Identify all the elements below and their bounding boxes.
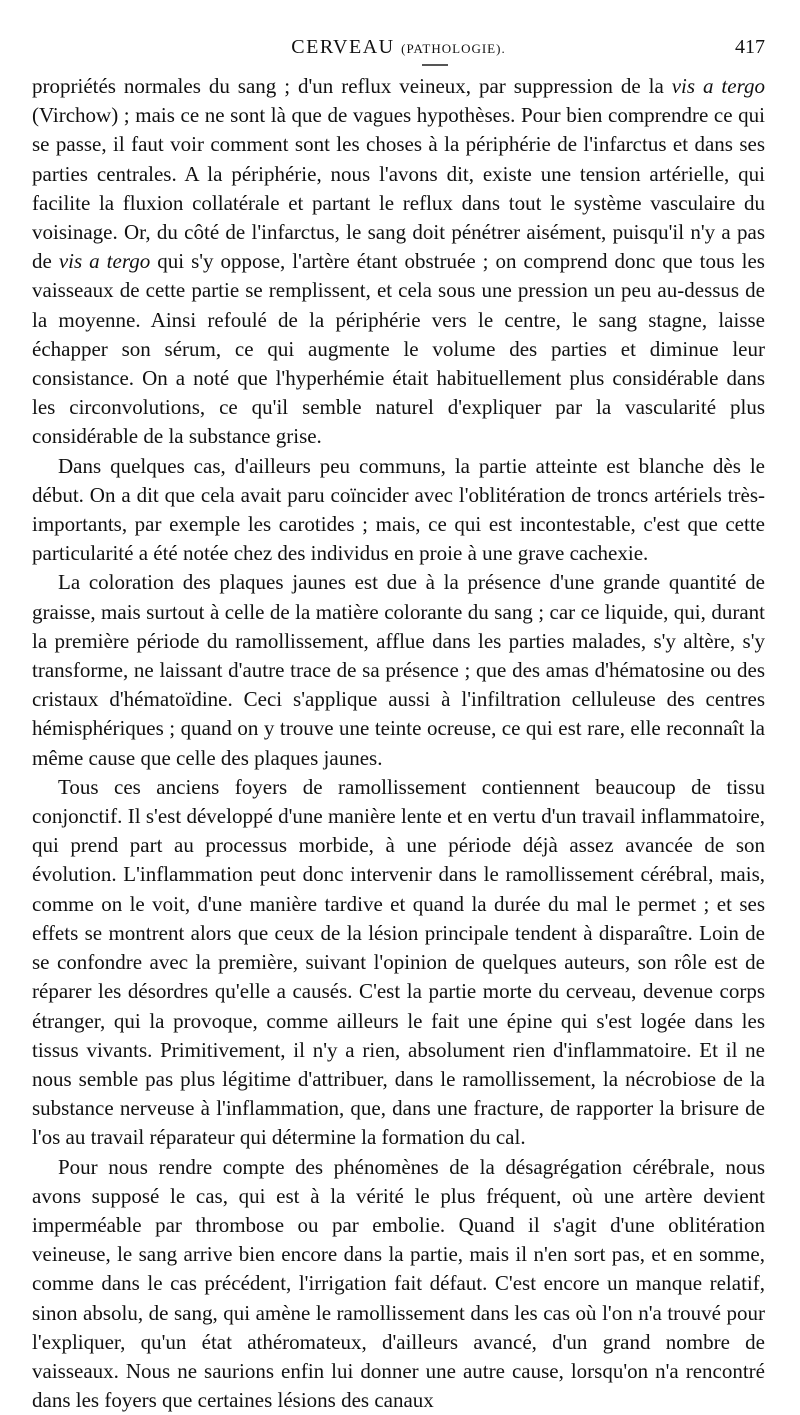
latin-term: vis a tergo bbox=[58, 249, 151, 274]
body-text bbox=[32, 72, 765, 1415]
header-ornament bbox=[422, 64, 448, 66]
latin-term: vis a tergo bbox=[671, 74, 765, 98]
paragraph-4: Tous ces anciens foyers de ramollissement contiennent beaucoup de tissu conjonctif. Il s'est développé d'une manière lente et en vertu d'un travail inflammatoire, qui prend part au processus morbide, à une période déjà assez avancée de son évolution. L'inflammation peut donc intervenir dans le ramollissement cérébral, mais, comme on le voit, d'une manière tardive et quand la durée du mal le permet ; et ses effets se montrent alors que ceux de la lésion principale tendent à disparaître. Loin de se confondre avec la première, suivant l'opinion de quelques auteurs, son rôle est de réparer les désordres qu'elle a causés. C'est la partie morte du cerveau, devenue corps étranger, qui la provoque, comme ailleurs le fait une épine qui s'est logée dans les tissus vivants. Primitivement, il n'y a rien, absolument rien d'inflammatoire. Et il ne nous semble pas plus légitime d'attribuer, dans le ramollissement, la nécrobiose de la substance nerveuse à l'inflammation, que, dans une fracture, de rapporter la brisure de l'os au travail réparateur qui détermine la formation du cal. bbox=[32, 774, 765, 1150]
paragraph-5: Pour nous rendre compte des phénomènes de la désagrégation cérébrale, nous avons supposé le cas, qui est à la vérité le plus fréquent, où une artère devient imperméable par thrombose ou par embolie. Quand il s'agit d'une oblitération veineuse, le sang arrive bien encore dans la partie, mais il n'en sort pas, et en somme, comme dans le cas précédent, l'irrigation fait défaut. C'est encore un manque relatif, sinon absolu, de sang, qui amène le ramollissement dans les cas où l'on n'a trouvé pour l'expliquer, qu'un état athéromateux, d'ailleurs avancé, d'un grand nombre de vaisseaux. Nous ne saurions enfin lui donner une autre cause, lorsqu'on n'a rencontré dans les foyers que certaines lésions des canaux bbox=[32, 1154, 765, 1413]
running-title bbox=[32, 36, 765, 59]
paragraph-2: Dans quelques cas, d'ailleurs peu communs, la partie atteinte est blanche dès le début. On a dit que cela avait paru coïncider avec l'oblitération de troncs artériels très-importants, par exemple les carotides ; mais, ce qui est incontestable, c'est que cette particularité a été notée chez des individus en proie à une grave cachexie. bbox=[32, 453, 765, 566]
paragraph-1 bbox=[32, 72, 765, 452]
running-title-sub: (PATHOLOGIE). bbox=[401, 41, 506, 56]
paragraph-1-part-c: qui s'y oppose, l'artère étant obstruée ; on comprend donc que tous les vaisseaux de cette partie se remplissent, et cela sous une pression un peu au-dessus de la moyenne. Ainsi refoulé de la périphérie vers le centre, le sang stagne, laisse échapper son sérum, ce qui augmente le volume des parties et diminue leur consistance. On a noté que l'hyperhémie était habituellement plus considérable dans les circonvolutions, ce qu'il semble naturel d'expliquer par la vascularité plus considérable de la substance grise. bbox=[32, 249, 765, 449]
running-header bbox=[32, 36, 765, 70]
paragraph-3: La coloration des plaques jaunes est due à la présence d'une grande quantité de graisse, mais surtout à celle de la matière colorante du sang ; car ce liquide, qui, durant la première période du ramollissement, afflue dans les parties malades, s'y altère, s'y transforme, ne laissant d'autre trace de sa présence ; que des amas d'hématosine ou des cristaux d'hématoïdine. Ceci s'applique aussi à l'infiltration celluleuse des centres hémisphériques ; quand on y trouve une teinte ocreuse, ce qui est rare, elle reconnaît la même cause que celle des plaques jaunes. bbox=[32, 570, 765, 770]
page-number: 417 bbox=[735, 36, 765, 58]
paragraph-1-part-b: (Virchow) ; mais ce ne sont là que de vagues hypothèses. Pour bien comprendre ce qui se passe, il faut voir comment sont les choses à la périphérie de l'infarctus et dans ses parties centrales. A la périphérie, nous l'avons dit, existe une tension artérielle, qui facilite la fluxion collatérale et partant le reflux dans tout le système vasculaire du voisinage. Or, du côté de l'infarctus, le sang doit pénétrer aisément, puisqu'il n'y a pas de bbox=[32, 103, 765, 274]
running-title-main: CERVEAU bbox=[291, 36, 395, 58]
paragraph-1-part-a: propriétés normales du sang ; d'un reflux veineux, par suppression de la bbox=[32, 74, 672, 98]
